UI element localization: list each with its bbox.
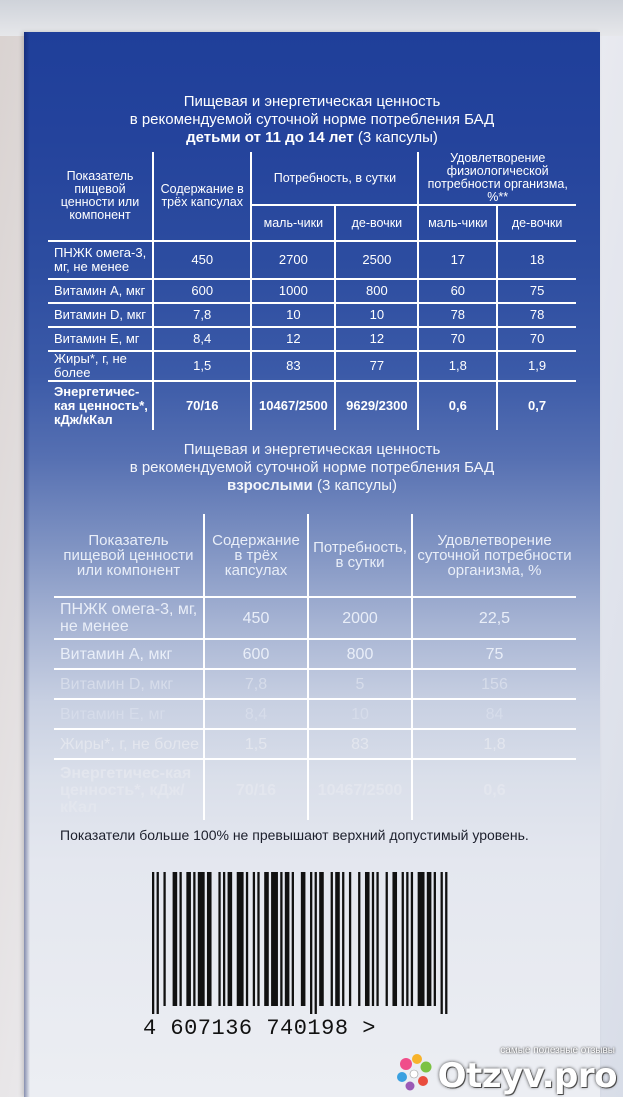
cell-sat-girls: 18 (497, 241, 576, 279)
cell-need: 83 (308, 729, 412, 759)
cell-content: 70/16 (204, 759, 308, 820)
barcode-bar (441, 872, 443, 1014)
row-label: Витамин D, мкг (54, 669, 204, 699)
barcode-bar (152, 872, 154, 1014)
adults-nutrition-table (54, 514, 576, 820)
flower-logo-icon (390, 1050, 440, 1096)
cell-need-boys: 10 (251, 303, 335, 327)
cell-sat: 1,8 (412, 729, 576, 759)
row-label: Жиры*, г, не более (54, 729, 204, 759)
cell-content: 8,4 (204, 699, 308, 729)
cell-sat-boys: 78 (418, 303, 497, 327)
cell-sat-boys: 17 (418, 241, 497, 279)
section2-title-line2: в рекомендуемой суточной норме потребления БАД (129, 459, 495, 476)
barcode-bar (349, 872, 351, 1006)
barcode-bar (342, 872, 344, 1006)
cell-need-girls: 10 (335, 303, 418, 327)
barcode-bar (434, 872, 436, 1006)
row-label: Энергетичес-кая ценность*, кДж/кКал (48, 381, 153, 430)
cell-content: 1,5 (153, 351, 251, 381)
barcode-bar (271, 872, 278, 1006)
cell-content: 600 (153, 279, 251, 303)
cell-sat-boys: 1,8 (418, 351, 497, 381)
header-sat-girls: де-вочки (497, 205, 576, 241)
cell-need-girls: 12 (335, 327, 418, 351)
cell-need: 2000 (308, 597, 412, 639)
cell-sat-boys: 70 (418, 327, 497, 351)
cell-need: 5 (308, 669, 412, 699)
cell-need-girls: 77 (335, 351, 418, 381)
cell-sat: 156 (412, 669, 576, 699)
cell-sat-girls: 75 (497, 279, 576, 303)
section2-title-tail: (3 капсулы) (312, 477, 398, 494)
cell-content: 600 (204, 639, 308, 669)
cell-need-girls: 2500 (335, 241, 418, 279)
barcode-bar (186, 872, 191, 1006)
cell-sat-boys: 60 (418, 279, 497, 303)
barcode-bar (223, 872, 225, 1006)
section1-title-line1: Пищевая и энергетическая ценность (183, 93, 441, 110)
barcode-bar (402, 872, 404, 1006)
header-indicator: Показатель пищевой ценности или компонент (48, 152, 153, 241)
cell-sat: 0,6 (412, 759, 576, 820)
header-indicator: Показатель пищевой ценности или компонент (54, 514, 204, 597)
cell-sat: 22,5 (412, 597, 576, 639)
cell-sat-boys: 0,6 (418, 381, 497, 430)
cell-content: 70/16 (153, 381, 251, 430)
barcode-bar (173, 872, 178, 1006)
header-satisfaction: Удовлетворение физиологической потребности организма, %** (418, 152, 576, 205)
box-top-flap (0, 0, 623, 36)
cell-need-boys: 12 (251, 327, 335, 351)
watermark-logo: Otzyv.pro (437, 1056, 617, 1096)
barcode-bar (257, 872, 259, 1006)
header-sat-boys: маль-чики (418, 205, 497, 241)
barcode-bar (392, 872, 397, 1006)
barcode-bar (331, 872, 333, 1006)
barcode-bar (376, 872, 378, 1006)
barcode-bar (365, 872, 370, 1006)
barcode-bar (157, 872, 159, 1014)
cell-sat: 75 (412, 639, 576, 669)
cell-need: 10 (308, 699, 412, 729)
barcode-bar (218, 872, 220, 1006)
section1-title-line3 (24, 129, 600, 147)
barcode-bar (246, 872, 248, 1006)
cell-sat-girls: 78 (497, 303, 576, 327)
barcode-bar (418, 872, 425, 1006)
section2-title-line3 (24, 477, 600, 495)
barcode-bar (253, 872, 255, 1006)
section1-title-bold: детьми от 11 до 14 лет (186, 129, 354, 146)
header-content: Содержание в трёх капсулах (153, 152, 251, 241)
cell-sat: 84 (412, 699, 576, 729)
barcode-bar (163, 872, 165, 1006)
row-label: Витамин А, мкг (48, 279, 153, 303)
panel-edge-shadow (24, 32, 30, 1097)
row-label: Витамин Е, мг (54, 699, 204, 729)
row-label: Витамин D, мкг (48, 303, 153, 327)
cell-need-boys: 1000 (251, 279, 335, 303)
barcode-image (152, 872, 452, 1014)
barcode-bar (358, 872, 360, 1006)
barcode-bar (285, 872, 290, 1006)
header-satisfaction: Удовлетворение суточной потребности организма, % (412, 514, 576, 597)
cell-content: 450 (153, 241, 251, 279)
watermark (390, 1040, 623, 1097)
barcode-bar (315, 872, 317, 1014)
barcode-bar (445, 872, 447, 1014)
section2-title-line1: Пищевая и энергетическая ценность (183, 441, 441, 458)
header-need: Потребность, в сутки (308, 514, 412, 597)
row-label: Витамин Е, мг (48, 327, 153, 351)
section2-title-bold: взрослыми (226, 477, 313, 494)
barcode-bar (193, 872, 195, 1006)
barcode-bar (301, 872, 306, 1006)
cell-sat-girls: 70 (497, 327, 576, 351)
header-content: Содержание в трёх капсулах (204, 514, 308, 597)
barcode-bar (237, 872, 244, 1006)
cell-content: 7,8 (204, 669, 308, 699)
barcode-bar (292, 872, 294, 1006)
barcode-digits: 4 607136 740198 > (143, 1016, 376, 1041)
barcode-bar (280, 872, 282, 1006)
cell-need-boys: 83 (251, 351, 335, 381)
section1-title-line2: в рекомендуемой суточной норме потребления БАД (129, 111, 495, 128)
row-label: ПНЖК омега-3, мг, не менее (48, 241, 153, 279)
barcode-bar (264, 872, 269, 1006)
barcode-bar (319, 872, 324, 1006)
barcode-bar (310, 872, 312, 1014)
row-label: Витамин А, мкг (54, 639, 204, 669)
cell-sat-girls: 0,7 (497, 381, 576, 430)
cell-need: 10467/2500 (308, 759, 412, 820)
barcode-bar (411, 872, 413, 1006)
cell-need-girls: 800 (335, 279, 418, 303)
barcode-bar (406, 872, 408, 1006)
footnote-text: Показатели больше 100% не превышают верхний допустимый уровень. (60, 827, 529, 843)
barcode-bar (386, 872, 388, 1006)
section1-title-tail: (3 капсулы) (353, 129, 438, 146)
barcode-bar (198, 872, 205, 1006)
cell-content: 450 (204, 597, 308, 639)
children-nutrition-table (48, 152, 576, 430)
barcode-bar (427, 872, 432, 1006)
barcode-bar (228, 872, 233, 1006)
cell-content: 1,5 (204, 729, 308, 759)
cell-need-boys: 10467/2500 (251, 381, 335, 430)
header-need-boys: маль-чики (251, 205, 335, 241)
watermark-tagline: самые полезные отзывы (500, 1045, 615, 1056)
row-label: Жиры*, г, не более (48, 351, 153, 381)
header-need-girls: де-вочки (335, 205, 418, 241)
cell-need: 800 (308, 639, 412, 669)
barcode-bar (179, 872, 181, 1006)
barcode-bar (207, 872, 212, 1006)
section2-title (24, 441, 600, 495)
cell-need-boys: 2700 (251, 241, 335, 279)
row-label: Энергетичес-кая ценность*, кДж/кКал (54, 759, 204, 820)
cell-need-girls: 9629/2300 (335, 381, 418, 430)
row-label: ПНЖК омега-3, мг, не менее (54, 597, 204, 639)
cell-content: 7,8 (153, 303, 251, 327)
header-need: Потребность, в сутки (251, 152, 418, 205)
cell-sat-girls: 1,9 (497, 351, 576, 381)
barcode-bar (372, 872, 374, 1006)
barcode-bar (335, 872, 340, 1006)
cell-content: 8,4 (153, 327, 251, 351)
section1-title (24, 93, 600, 147)
